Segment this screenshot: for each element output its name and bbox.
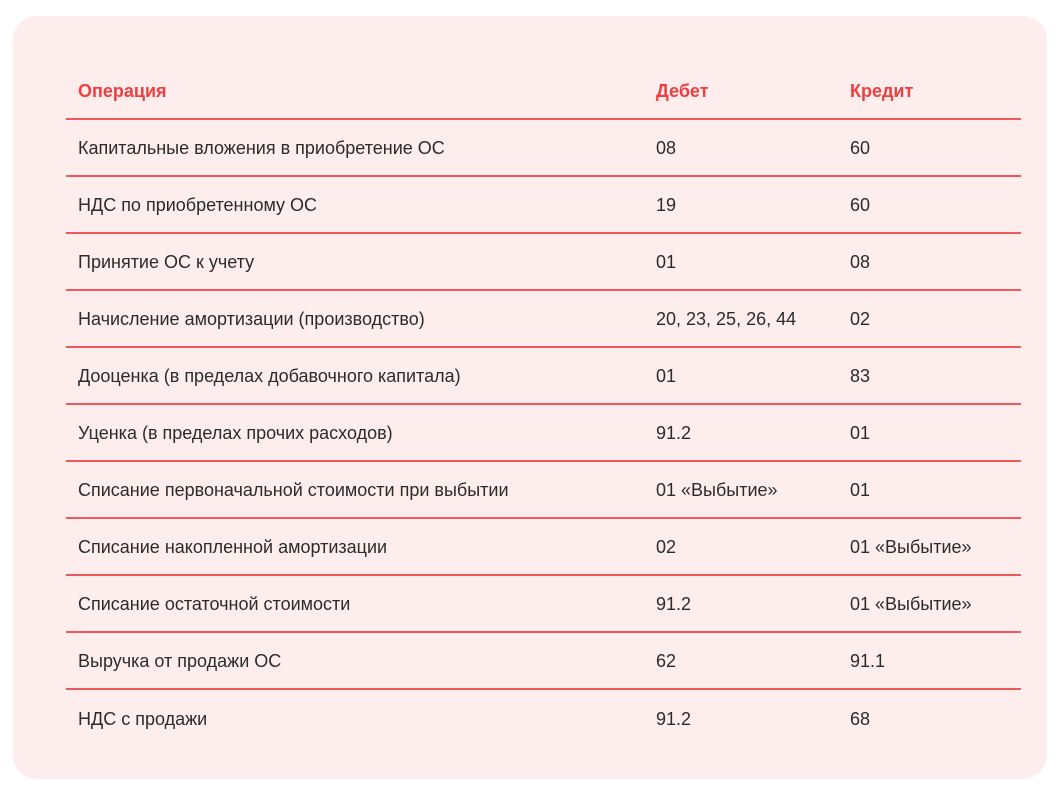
table-row [66,690,1021,747]
operation-cell: Списание накопленной амортизации [78,537,388,557]
operation-cell: Принятие ОС к учету [78,252,255,272]
table-row [66,291,1021,348]
table-row [66,234,1021,291]
operation-cell: Списание первоначальной стоимости при выбытии [78,480,509,500]
table-row [66,633,1021,690]
debit-cell: 19 [656,195,677,215]
header-debit: Дебет [656,81,709,101]
operation-cell: Капитальные вложения в приобретение ОС [78,138,445,158]
credit-cell: 01 [850,423,871,443]
credit-cell: 01 «Выбытие» [850,537,972,557]
debit-cell: 20, 23, 25, 26, 44 [656,309,797,329]
table-row [66,348,1021,405]
debit-cell: 01 [656,366,677,386]
debit-cell: 02 [656,537,677,557]
debit-cell: 91.2 [656,594,692,614]
credit-cell: 01 «Выбытие» [850,594,972,614]
credit-cell: 60 [850,195,871,215]
debit-cell: 91.2 [656,709,692,729]
table-row [66,120,1021,177]
header-credit: Кредит [850,81,914,101]
credit-cell: 68 [850,709,871,729]
credit-cell: 83 [850,366,871,386]
table-row [66,576,1021,633]
operation-cell: Выручка от продажи ОС [78,651,282,671]
table-header-row [66,63,1021,120]
operation-cell: НДС с продажи [78,709,208,729]
table-row [66,405,1021,462]
table-row [66,519,1021,576]
operation-cell: НДС по приобретенному ОС [78,195,318,215]
credit-cell: 01 [850,480,871,500]
credit-cell: 91.1 [850,651,886,671]
operation-cell: Дооценка (в пределах добавочного капитала) [78,366,461,386]
operation-cell: Уценка (в пределах прочих расходов) [78,423,393,443]
operation-cell: Начисление амортизации (производство) [78,309,425,329]
debit-cell: 01 «Выбытие» [656,480,778,500]
table-row [66,462,1021,519]
credit-cell: 08 [850,252,871,272]
header-operation: Операция [78,81,167,101]
credit-cell: 02 [850,309,871,329]
debit-cell: 62 [656,651,677,671]
table-row [66,177,1021,234]
operation-cell: Списание остаточной стоимости [78,594,351,614]
postings-table [66,63,1021,747]
debit-cell: 01 [656,252,677,272]
debit-cell: 91.2 [656,423,692,443]
credit-cell: 60 [850,138,871,158]
table-card [13,16,1047,779]
debit-cell: 08 [656,138,677,158]
